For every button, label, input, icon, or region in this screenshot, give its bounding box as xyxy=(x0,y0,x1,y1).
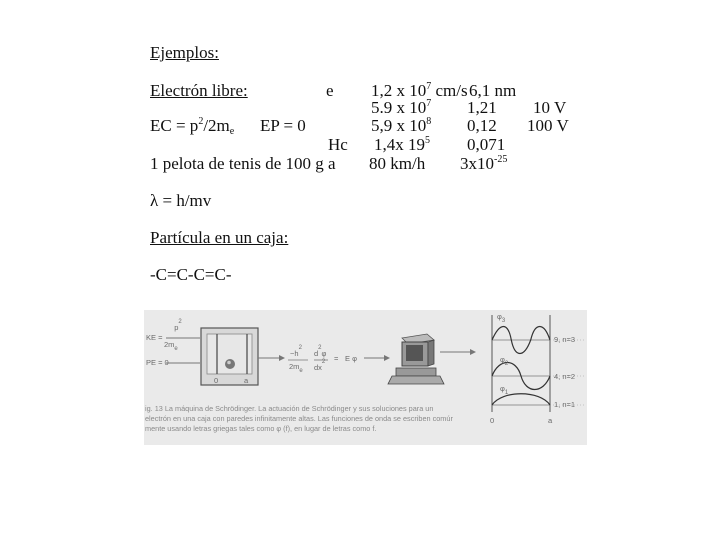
ke-denominator-sub: e xyxy=(174,346,178,352)
ke-numerator: p xyxy=(174,323,179,332)
speed-row-3 xyxy=(371,117,431,135)
phi1-sub: 1 xyxy=(504,390,509,396)
ke-text: KE = xyxy=(146,333,163,342)
phi2-label xyxy=(500,355,509,367)
level-n3-label: 9, n=3 xyxy=(554,335,576,344)
ec-equation-text: EC = p xyxy=(150,116,199,135)
speed-mantissa: 1,4x 19 xyxy=(374,135,425,154)
speed-mantissa: 1,2 x 10 xyxy=(371,81,427,100)
eq-den: 2m xyxy=(289,362,300,371)
lambda-row-2: 1,21 xyxy=(467,98,497,117)
box-a-label: a xyxy=(244,376,249,385)
eq-h-sup: 2 xyxy=(298,345,302,351)
ke-fraction xyxy=(168,319,188,332)
voltage-row-2: 10 V xyxy=(533,98,567,117)
lambda-row-4: 0,071 xyxy=(467,135,506,154)
eq-d: d xyxy=(314,349,319,358)
eq-dx-sup: 2 xyxy=(321,359,326,365)
ke-fraction-den xyxy=(164,340,178,352)
speed-exponent: 5 xyxy=(425,135,430,146)
column-hc-label: Hc xyxy=(328,135,348,154)
equation-h-term xyxy=(290,345,302,358)
tennis-lambda xyxy=(460,155,507,173)
particle-in-box-label: Partícula en un caja: xyxy=(150,228,289,247)
tennis-speed: 80 km/h xyxy=(369,154,426,173)
phi3-sub: 3 xyxy=(501,318,506,324)
column-e-label: e xyxy=(326,81,334,100)
phi3-label xyxy=(497,312,506,324)
de-broglie-equation: λ = h/mv xyxy=(150,191,212,210)
speed-exponent: 8 xyxy=(426,116,432,127)
level-n2-label: 4, n=2 xyxy=(554,372,576,381)
ep-equation: EP = 0 xyxy=(260,116,306,135)
speed-row-4 xyxy=(374,136,430,154)
equation-d2psi xyxy=(314,345,327,358)
speed-exponent: 7 xyxy=(426,98,432,109)
level-n1-label: 1, n=1 xyxy=(554,400,576,409)
eq-h: −h xyxy=(290,349,299,358)
ec-equation-text: /2m xyxy=(203,116,230,135)
equation-equals: = xyxy=(334,354,339,363)
phi2-symbol: φ xyxy=(500,355,505,364)
kinetic-energy-label xyxy=(146,333,162,342)
eq-d-sup: 2 xyxy=(318,345,322,351)
speed-mantissa: 5.9 x 10 xyxy=(371,98,427,117)
speed-exponent: 7 xyxy=(426,81,432,92)
potential-energy-label: PE = 0 xyxy=(146,358,169,367)
tennis-ball-label: 1 pelota de tenis de 100 g a xyxy=(150,154,336,173)
phi2-sub: 2 xyxy=(504,361,509,367)
phi1-symbol: φ xyxy=(500,384,505,393)
tennis-lambda-exponent: -25 xyxy=(494,154,508,165)
ke-numerator-sup: 2 xyxy=(178,319,182,325)
voltage-row-3: 100 V xyxy=(527,116,569,135)
eq-psi: φ xyxy=(321,349,327,358)
figure-caption-line-1: ig. 13 La máquina de Schrödinger. La actuación de Schrödinger y sus soluciones para un xyxy=(145,404,434,413)
polyene-formula: -C=C-C=C- xyxy=(150,265,232,284)
eq-dx: dx xyxy=(314,363,322,372)
box-zero-label: 0 xyxy=(214,376,219,385)
ec-equation-sub: e xyxy=(229,126,235,137)
axis-a-label: a xyxy=(548,416,553,425)
lambda-row-3: 0,12 xyxy=(467,116,497,135)
figure-caption-line-3: mente usando letras griegas tales como φ (f), en lugar de letras como f. xyxy=(145,424,377,433)
eq-den-sub: e xyxy=(299,368,303,374)
ec-equation xyxy=(150,117,234,135)
figure-caption-line-2: electrón en una caja con paredes infinitamente altas. Las funciones de onda se escriben comúr xyxy=(145,414,453,423)
axis-zero-label: 0 xyxy=(490,416,495,425)
phi3-symbol: φ xyxy=(497,312,502,321)
ec-equation-sup: 2 xyxy=(198,116,204,127)
lambda-row-1: 6,1 nm xyxy=(469,81,517,100)
speed-unit: cm/s xyxy=(431,81,468,100)
speed-row-2 xyxy=(371,99,431,117)
equation-mass-term xyxy=(289,362,303,374)
equation-dx2 xyxy=(314,359,326,372)
schrodinger-machine-figure xyxy=(144,310,587,445)
page-title: Ejemplos: xyxy=(150,43,219,62)
equation-rhs: E φ xyxy=(345,354,357,363)
phi1-label xyxy=(500,384,509,396)
speed-mantissa: 5,9 x 10 xyxy=(371,116,427,135)
ke-denominator: 2m xyxy=(164,340,175,349)
electron-libre-label: Electrón libre: xyxy=(150,81,248,100)
tennis-lambda-mantissa: 3x10 xyxy=(460,154,494,173)
